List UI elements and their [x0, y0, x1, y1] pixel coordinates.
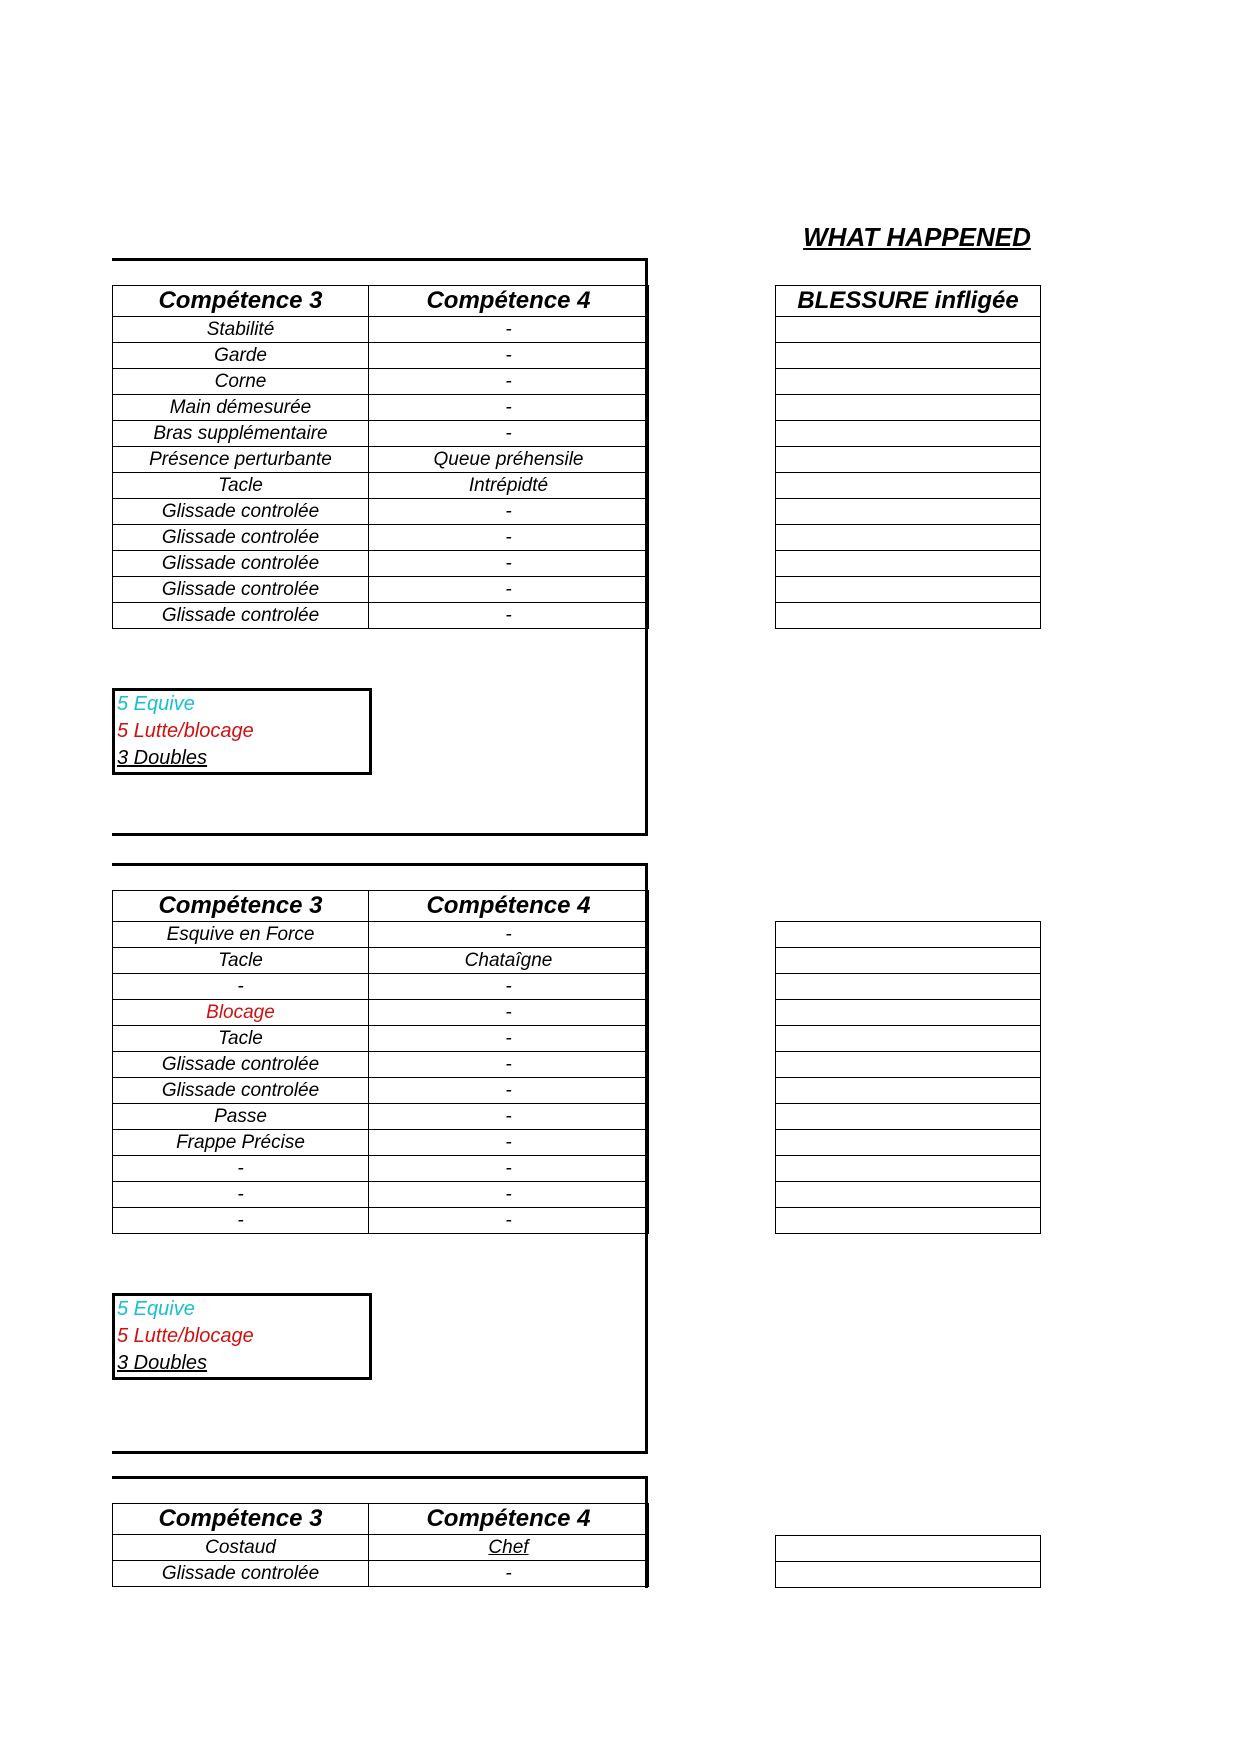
legend-equive: 5 Equive [117, 693, 195, 715]
blessure-cell [776, 974, 1041, 1000]
blessure-cell [776, 447, 1041, 473]
skill-cell: Glissade controlée [113, 525, 369, 551]
table-row [113, 1078, 649, 1104]
stats-legend-box [112, 1293, 372, 1380]
blessure-cell [776, 343, 1041, 369]
blessure-table-1 [775, 285, 1041, 629]
skill-cell: Intrépidté [369, 473, 649, 499]
blessure-cell [776, 421, 1041, 447]
blessure-table-3 [775, 1535, 1041, 1588]
column-header-competence-4: Compétence 4 [369, 286, 649, 317]
skill-cell: - [113, 974, 369, 1000]
skill-cell: - [369, 343, 649, 369]
column-header-competence-3: Compétence 3 [113, 1504, 369, 1535]
table-row [113, 1104, 649, 1130]
skill-cell: Frappe Précise [113, 1130, 369, 1156]
skill-cell: Glissade controlée [113, 1078, 369, 1104]
blessure-cell [776, 948, 1041, 974]
blessure-cell [776, 1562, 1041, 1588]
table-row [113, 1130, 649, 1156]
blessure-cell [776, 1536, 1041, 1562]
skill-cell: Glissade controlée [113, 603, 369, 629]
table-row [113, 1026, 649, 1052]
table-row [113, 1052, 649, 1078]
skill-cell: Tacle [113, 948, 369, 974]
section-top-border [112, 1476, 648, 1479]
skill-cell: Chef [369, 1535, 649, 1561]
skill-cell: - [369, 421, 649, 447]
skill-cell: - [369, 603, 649, 629]
skill-cell: - [113, 1182, 369, 1208]
legend-doubles: 3 Doubles [117, 747, 208, 769]
skill-cell: - [369, 1000, 649, 1026]
skill-cell: - [369, 1208, 649, 1234]
player-section-3 [112, 1476, 652, 1596]
skills-table [112, 890, 649, 1234]
table-row [113, 421, 649, 447]
page-title: WHAT HAPPENED [803, 222, 1031, 252]
table-row [113, 369, 649, 395]
blessure-cell [776, 1104, 1041, 1130]
player-section-1 [112, 258, 652, 838]
blessure-cell [776, 395, 1041, 421]
table-row [113, 974, 649, 1000]
blessure-cell [776, 1078, 1041, 1104]
blessure-table-2 [775, 921, 1041, 1234]
table-row [113, 922, 649, 948]
column-header-competence-4: Compétence 4 [369, 891, 649, 922]
table-row [113, 1535, 649, 1561]
table-row [113, 1182, 649, 1208]
skill-cell: - [369, 395, 649, 421]
column-header-competence-3: Compétence 3 [113, 891, 369, 922]
skill-cell: - [369, 499, 649, 525]
legend-doubles: 3 Doubles [117, 1352, 208, 1374]
blessure-cell [776, 1156, 1041, 1182]
skill-cell: Chataîgne [369, 948, 649, 974]
legend-lutte-blocage: 5 Lutte/blocage [117, 720, 254, 742]
blessure-cell [776, 551, 1041, 577]
table-row [113, 948, 649, 974]
skill-cell: - [113, 1208, 369, 1234]
skill-cell: - [369, 525, 649, 551]
table-row [113, 499, 649, 525]
skill-cell: Tacle [113, 1026, 369, 1052]
skills-table [112, 1503, 649, 1587]
skills-table [112, 285, 649, 629]
table-row [113, 447, 649, 473]
column-header-competence-3: Compétence 3 [113, 286, 369, 317]
table-header-row [113, 891, 649, 922]
section-top-border [112, 258, 648, 261]
table-row [113, 473, 649, 499]
player-section-2 [112, 863, 652, 1443]
skill-cell: Bras supplémentaire [113, 421, 369, 447]
table-row [113, 1561, 649, 1587]
blessure-header: BLESSURE infligée [776, 286, 1041, 317]
table-row [113, 1208, 649, 1234]
legend-equive: 5 Equive [117, 1298, 195, 1320]
table-header-row [113, 286, 649, 317]
blessure-cell [776, 1052, 1041, 1078]
table-row [113, 1000, 649, 1026]
table-header-row [113, 1504, 649, 1535]
skill-cell: Costaud [113, 1535, 369, 1561]
table-row [113, 525, 649, 551]
table-row [113, 577, 649, 603]
skill-cell: - [369, 551, 649, 577]
blessure-cell [776, 922, 1041, 948]
blessure-cell [776, 525, 1041, 551]
blessure-cell [776, 603, 1041, 629]
skill-cell: - [369, 1052, 649, 1078]
skill-cell: - [369, 974, 649, 1000]
skill-cell: Glissade controlée [113, 499, 369, 525]
table-row [113, 551, 649, 577]
skill-cell: Blocage [113, 1000, 369, 1026]
blessure-cell [776, 577, 1041, 603]
blessure-cell [776, 369, 1041, 395]
blessure-cell [776, 1208, 1041, 1234]
blessure-cell [776, 1182, 1041, 1208]
section-top-border [112, 863, 648, 866]
skill-cell: - [369, 1078, 649, 1104]
skill-cell: Garde [113, 343, 369, 369]
skill-cell: Tacle [113, 473, 369, 499]
skill-cell: Corne [113, 369, 369, 395]
skill-cell: - [369, 369, 649, 395]
skill-cell: - [369, 922, 649, 948]
skill-cell: - [369, 1130, 649, 1156]
skill-cell: - [369, 1026, 649, 1052]
skill-cell: - [369, 577, 649, 603]
skill-cell: Glissade controlée [113, 577, 369, 603]
blessure-cell [776, 317, 1041, 343]
skill-cell: Glissade controlée [113, 551, 369, 577]
skill-cell: - [113, 1156, 369, 1182]
skill-cell: Queue préhensile [369, 447, 649, 473]
skill-cell: Main démesurée [113, 395, 369, 421]
skill-cell: Passe [113, 1104, 369, 1130]
skill-cell: Présence perturbante [113, 447, 369, 473]
blessure-cell [776, 1026, 1041, 1052]
skill-cell: Esquive en Force [113, 922, 369, 948]
skill-cell: - [369, 1104, 649, 1130]
blessure-cell [776, 499, 1041, 525]
skill-cell: Glissade controlée [113, 1561, 369, 1587]
skill-cell: Glissade controlée [113, 1052, 369, 1078]
column-header-competence-4: Compétence 4 [369, 1504, 649, 1535]
skill-cell: - [369, 1182, 649, 1208]
section-bottom-border [112, 1451, 648, 1454]
stats-legend-box [112, 688, 372, 775]
legend-lutte-blocage: 5 Lutte/blocage [117, 1325, 254, 1347]
table-row [113, 317, 649, 343]
blessure-cell [776, 473, 1041, 499]
table-row [113, 343, 649, 369]
table-row [113, 395, 649, 421]
section-bottom-border [112, 833, 648, 836]
skill-cell: - [369, 1156, 649, 1182]
skill-cell: - [369, 1561, 649, 1587]
blessure-cell [776, 1130, 1041, 1156]
table-row [113, 603, 649, 629]
table-row [113, 1156, 649, 1182]
skill-cell: - [369, 317, 649, 343]
skill-cell: Stabilité [113, 317, 369, 343]
blessure-cell [776, 1000, 1041, 1026]
